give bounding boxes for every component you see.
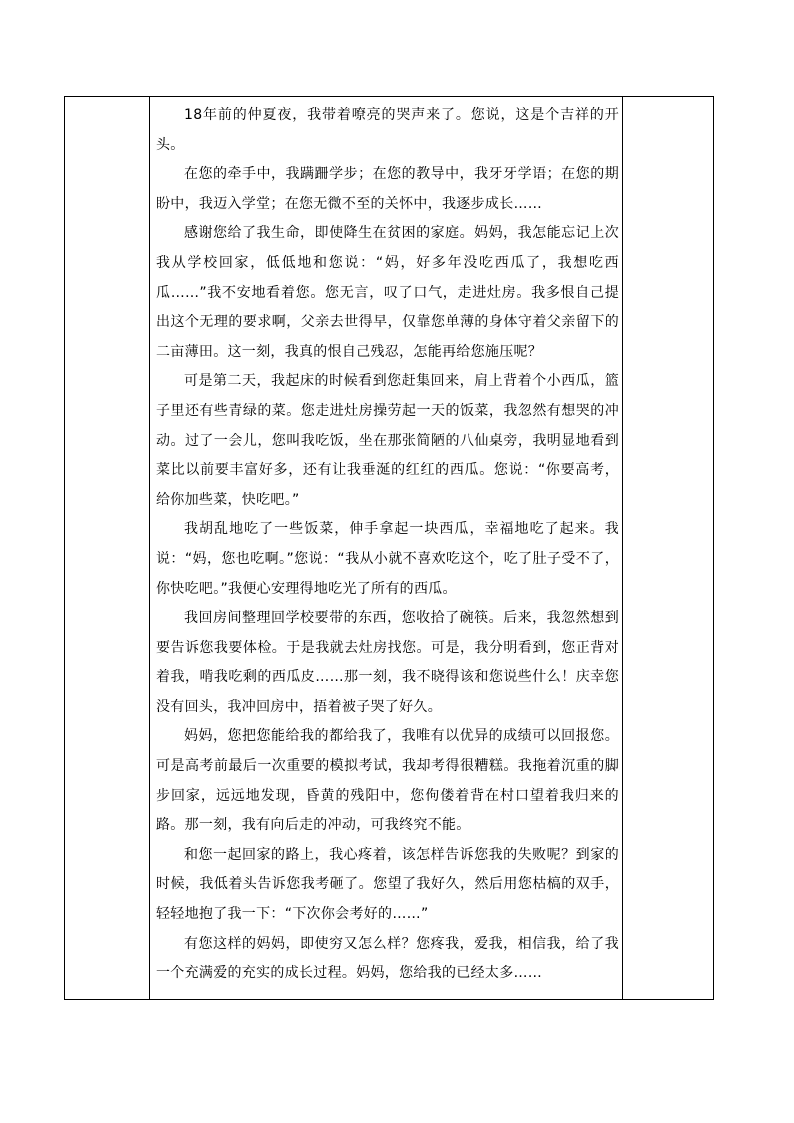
essay-paragraph: 18年前的仲夏夜，我带着嘹亮的哭声来了。您说，这是个吉祥的开头。 [156, 107, 619, 153]
table-left-column [65, 97, 150, 999]
essay-text-cell [151, 97, 622, 999]
essay-paragraph: 妈妈，您把您能给我的都给我了，我唯有以优异的成绩可以回报您。可是高考前最后一次重要的模拟考试，我却考得很糟糕。我拖着沉重的脚步回家，远远地发现，昏黄的残阳中，您佝偻着背在村口望着我归来的路。那一刻，我有向后走的冲动，可我终究不能。 [156, 728, 619, 834]
essay-paragraph: 和您一起回家的路上，我心疼着，该怎样告诉您我的失败呢？到家的时候，我低着头告诉您我考砸了。您望了我好久，然后用您枯槁的双手，轻轻地抱了我一下：“下次你会考好的……” [156, 846, 619, 923]
document-table [64, 96, 714, 1000]
essay-paragraph: 我回房间整理回学校要带的东西，您收拾了碗筷。后来，我忽然想到要告诉您我要体检。于是我就去灶房找您。可是，我分明看到，您正背对着我，啃我吃剩的西瓜皮……那一刻，我不晓得该和您说些什么！庆幸您没有回头，我冲回房中，捂着被子哭了好久。 [156, 610, 619, 715]
essay-paragraph: 在您的牵手中，我蹒跚学步；在您的教导中，我牙牙学语；在您的期盼中，我迈入学堂；在您无微不至的关怀中，我逐步成长…… [156, 166, 619, 212]
essay-paragraph: 可是第二天，我起床的时候看到您赶集回来，肩上背着个小西瓜，篮子里还有些青绿的菜。您走进灶房操劳起一天的饭菜，我忽然有想哭的冲动。过了一会儿，您叫我吃饭，坐在那张简陋的八仙桌旁，我明显地看到菜比以前要丰富好多，还有让我垂涎的红红的西瓜。您说：“你要高考，给你加些菜，快吃吧。” [156, 373, 619, 508]
essay-paragraph: 感谢您给了我生命，即使降生在贫困的家庭。妈妈，我怎能忘记上次我从学校回家，低低地和您说：“妈，好多年没吃西瓜了，我想吃西瓜……”我不安地看着您。您无言，叹了口气，走进灶房。我多恨自己提出这个无理的要求啊，父亲去世得早，仅靠您单薄的身体守着父亲留下的二亩薄田。这一刻，我真的恨自己残忍，怎能再给您施压呢？ [156, 225, 619, 360]
table-right-column [622, 97, 714, 999]
essay-paragraph: 我胡乱地吃了一些饭菜，伸手拿起一块西瓜，幸福地吃了起来。我说：“妈，您也吃啊。”您说：“我从小就不喜欢吃这个，吃了肚子受不了，你快吃吧。”我便心安理得地吃光了所有的西瓜。 [156, 521, 619, 597]
essay-paragraph: 有您这样的妈妈，即使穷又怎么样？您疼我，爱我，相信我，给了我一个充满爱的充实的成长过程。妈妈，您给我的已经太多…… [156, 935, 619, 982]
